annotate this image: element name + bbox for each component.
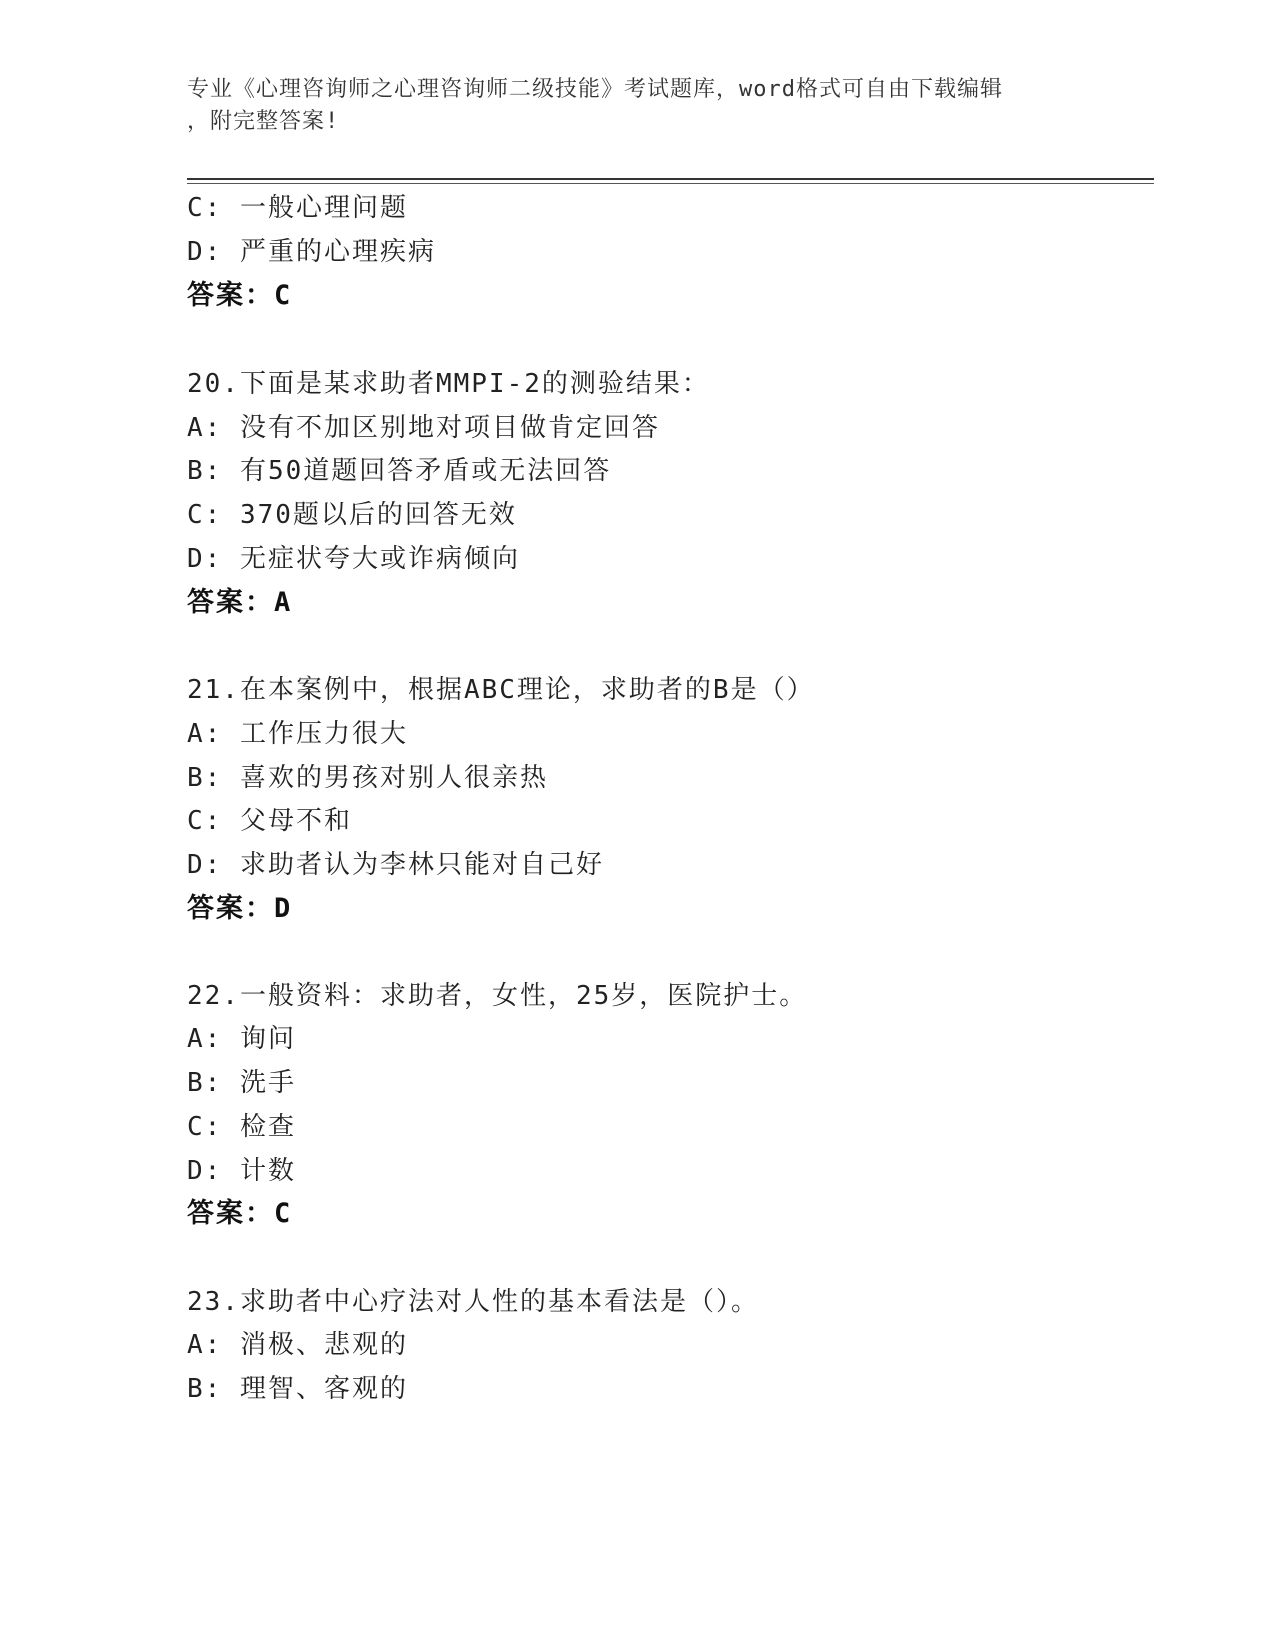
question-22-option-d: D: 计数 bbox=[187, 1156, 296, 1186]
question-20-option-a: A: 没有不加区别地对项目做肯定回答 bbox=[187, 413, 660, 443]
document-header bbox=[187, 74, 1087, 138]
question-23-option-b: B: 理智、客观的 bbox=[187, 1374, 408, 1404]
question-22-option-a: A: 询问 bbox=[187, 1024, 296, 1054]
question-20-stem: 20.下面是某求助者MMPI-2的测验结果： bbox=[187, 369, 710, 399]
question-20-answer: 答案：A bbox=[187, 587, 293, 618]
question-20-option-b: B: 有50道题回答矛盾或无法回答 bbox=[187, 456, 612, 486]
question-22-option-c: C: 检查 bbox=[187, 1112, 296, 1142]
question-21-option-c: C: 父母不和 bbox=[187, 806, 352, 836]
question-21-option-d: D: 求助者认为李林只能对自己好 bbox=[187, 850, 604, 880]
question-22-option-b: B: 洗手 bbox=[187, 1068, 296, 1098]
question-20-option-d: D: 无症状夸大或诈病倾向 bbox=[187, 544, 520, 574]
header-line-1: 专业《心理咨询师之心理咨询师二级技能》考试题库，word格式可自由下载编辑 bbox=[187, 77, 1003, 102]
question-22-stem: 22.一般资料：求助者，女性，25岁，医院护士。 bbox=[187, 981, 808, 1011]
question-23-option-a: A: 消极、悲观的 bbox=[187, 1330, 408, 1360]
question-21-stem: 21.在本案例中，根据ABC理论，求助者的B是（） bbox=[187, 675, 815, 705]
prev-option-c: C: 一般心理问题 bbox=[187, 193, 408, 223]
header-divider-thin bbox=[187, 183, 1154, 184]
question-23-stem: 23.求助者中心疗法对人性的基本看法是（）。 bbox=[187, 1287, 759, 1317]
header-line-2: ，附完整答案! bbox=[187, 109, 340, 134]
header-divider-thick bbox=[187, 178, 1154, 180]
prev-option-d: D: 严重的心理疾病 bbox=[187, 237, 436, 267]
question-21-answer: 答案：D bbox=[187, 893, 293, 924]
question-21-option-a: A: 工作压力很大 bbox=[187, 719, 408, 749]
question-21-option-b: B: 喜欢的男孩对别人很亲热 bbox=[187, 763, 548, 793]
question-22-answer: 答案：C bbox=[187, 1198, 293, 1229]
prev-answer: 答案：C bbox=[187, 280, 293, 311]
question-20-option-c: C: 370题以后的回答无效 bbox=[187, 500, 517, 530]
